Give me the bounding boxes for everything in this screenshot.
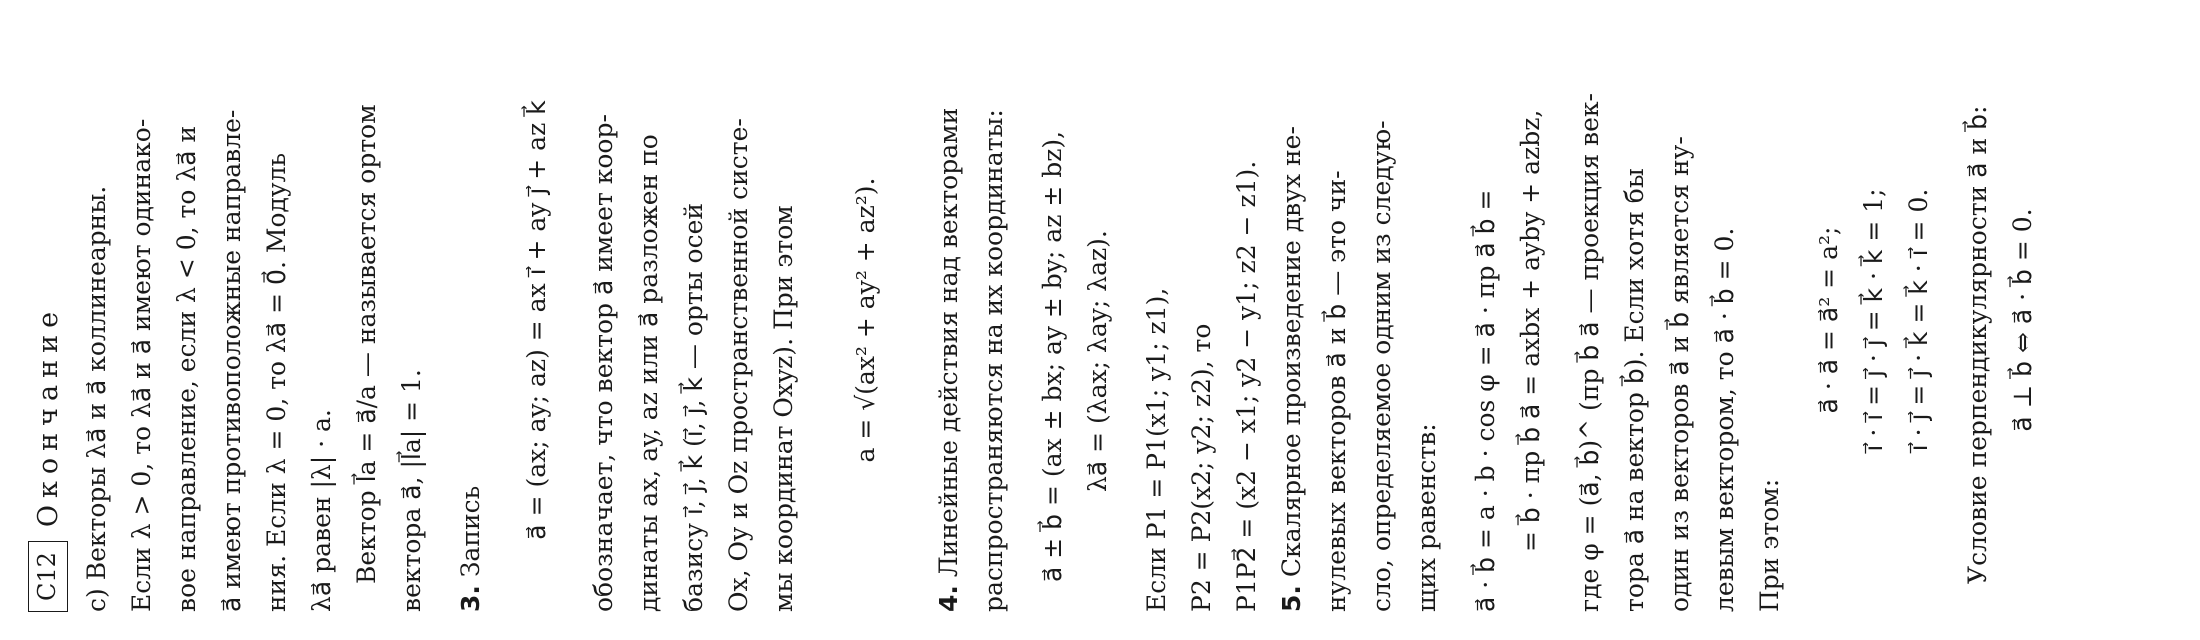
section-3 xyxy=(448,28,896,612)
part-c-line-2: Если λ > 0, то λa⃗ и a⃗ имеют одинако- xyxy=(127,118,156,612)
section-5-number: 5. xyxy=(1277,585,1306,612)
section-5-eq-2: i⃗ · i⃗ = j⃗ · j⃗ = k⃗ · k⃗ = 1; xyxy=(1859,188,1888,452)
part-c-line-6: λa⃗ равен |λ| · a. xyxy=(307,409,336,612)
part-c-line-5: ния. Если λ = 0, то λa⃗ = 0⃗. Модуль xyxy=(262,152,291,612)
section-4 xyxy=(926,28,1269,612)
section-5 xyxy=(1269,28,2045,612)
section-3-line-3: базису i⃗, j⃗, k⃗ (i⃗, j⃗, k⃗ — орты осей xyxy=(679,202,708,612)
section-3-line-2: динаты ax, ay, az или a⃗ разложен по xyxy=(634,134,663,612)
section-3-heading xyxy=(448,28,493,612)
section-5-formula-1: a⃗ · b⃗ = a · b · cos φ = a⃗ · пр a⃗ b⃗ = xyxy=(1471,189,1500,612)
section-5-line-1-text: Скалярное произведение двух не- xyxy=(1277,126,1306,578)
section-4-line-3: Если P1 = P1(x1; y1; z1), xyxy=(1142,287,1171,612)
part-c-line-1: с) Векторы λa⃗ и a⃗ коллинеарны. xyxy=(82,185,111,612)
section-5-formula-2: = b⃗ · пр b⃗ a⃗ = axbx + ayby + azbz, xyxy=(1516,109,1545,552)
page-tag: С12 xyxy=(28,541,68,612)
section-5-eq-4: a⃗ ⊥ b⃗ ⇔ a⃗ · b⃗ = 0. xyxy=(2008,208,2037,432)
part-c-line-4: a⃗ имеют противоположные направле- xyxy=(217,109,246,612)
section-4-formula-1: a⃗ ± b⃗ = (ax ± bx; ay ± by; az ± bz), xyxy=(1038,130,1067,582)
section-3-modulus-formula: a = √(ax² + ay² + az²). xyxy=(851,177,880,463)
section-5-line-3: сло, определяемое одним из следую- xyxy=(1367,120,1396,612)
section-4-line-2: распространяются на их координаты: xyxy=(979,109,1008,612)
section-5-eq-1: a⃗ · a⃗ = a⃗² = a²; xyxy=(1814,226,1843,414)
section-5-line-9: При этом: xyxy=(1755,478,1784,612)
part-c-line-3: вое направление, если λ < 0, то λa⃗ и xyxy=(172,125,201,612)
section-5-line-7: один из векторов a⃗ и b⃗ является ну- xyxy=(1665,136,1694,612)
section-3-formula: a⃗ = (ax; ay; az) = ax i⃗ + ay j⃗ + az k⃗ xyxy=(522,100,551,540)
section-3-number: 3. xyxy=(456,585,485,612)
section-5-line-5: где φ = (a⃗, b⃗)^ (пр b⃗ a⃗ — проекция век- xyxy=(1575,93,1604,612)
part-c-line-8: вектора a⃗, |l⃗a| = 1. xyxy=(397,369,426,612)
section-3-line-1: обозначает, что вектор a⃗ имеет коор- xyxy=(589,114,618,612)
section-5-line-10: Условие перпендикулярности a⃗ и b⃗: xyxy=(1963,105,1992,584)
section-title: Окончание xyxy=(32,304,64,528)
part-c-block xyxy=(74,28,434,612)
section-5-line-6: тора a⃗ на вектор b⃗). Если хотя бы xyxy=(1620,168,1649,612)
section-4-line-4: P2 = P2(x2; y2; z2), то xyxy=(1187,323,1216,612)
section-5-eq-3: i⃗ · j⃗ = j⃗ · k⃗ = k⃗ · i⃗ = 0. xyxy=(1904,188,1933,452)
section-5-line-2: нулевых векторов a⃗ и b⃗ — это чи- xyxy=(1322,170,1351,612)
section-5-line-1 xyxy=(1269,28,1314,612)
page-heading xyxy=(22,28,74,612)
section-4-number: 4. xyxy=(934,585,963,612)
section-5-line-4: щих равенств: xyxy=(1412,423,1441,612)
section-4-line-1-text: Линейные действия над векторами xyxy=(934,107,963,578)
part-c-line-7: Вектор l⃗a = a⃗/a — называется ортом xyxy=(352,104,381,584)
section-3-line-4: Ox, Oy и Oz пространственной систе- xyxy=(724,118,753,612)
section-3-line-5: мы координат Oxyz). При этом xyxy=(769,205,798,612)
section-5-line-8: левым вектором, то a⃗ · b⃗ = 0. xyxy=(1710,227,1739,612)
section-4-line-1 xyxy=(926,28,971,612)
section-4-formula-3: P1P2⃗ = (x2 − x1; y2 − y1; z2 − z1). xyxy=(1232,160,1261,612)
section-3-title: Запись xyxy=(456,485,485,578)
section-4-formula-2: λa⃗ = (λax; λay; λaz). xyxy=(1083,230,1112,492)
